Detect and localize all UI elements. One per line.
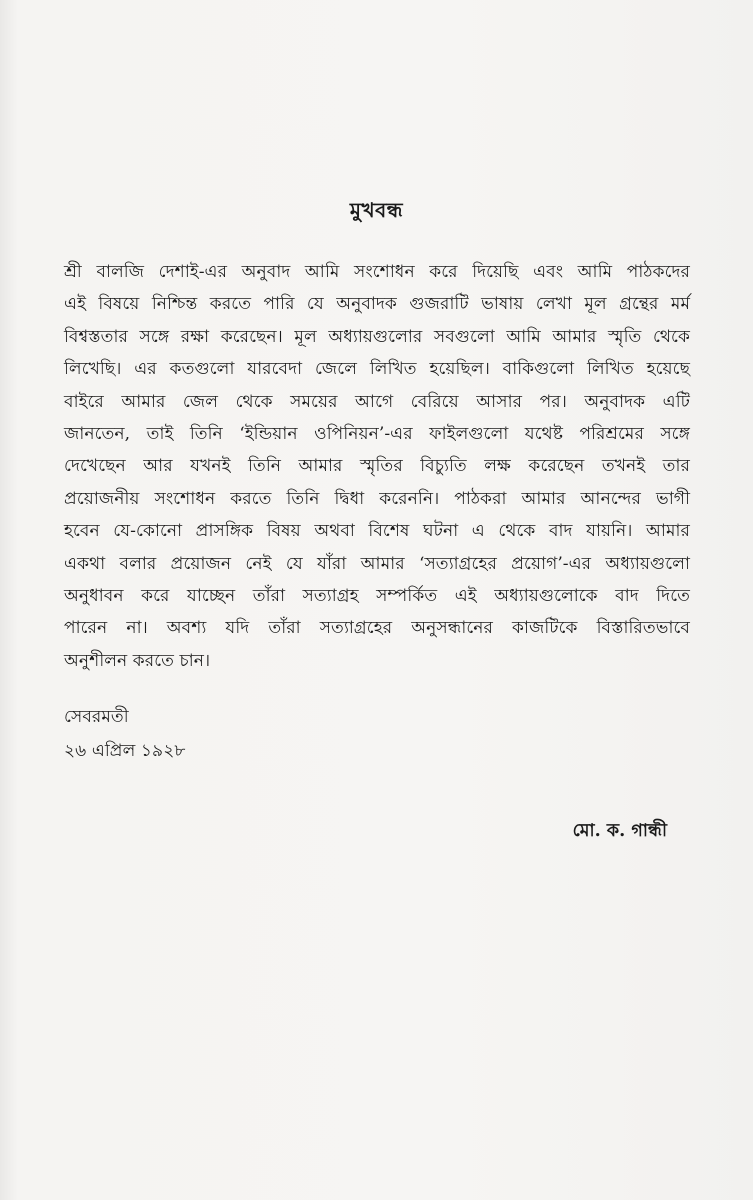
preface-paragraph [64, 256, 690, 677]
paragraph-line: অনুধাবন করে যাচ্ছেন তাঁরা সত্যাগ্রহ সম্পর্কিত এই অধ্যায়গুলোকে বাদ দিতে [64, 586, 690, 607]
paragraph-line: অনুশীলন করতে চান। [64, 650, 211, 671]
paragraph-line: দেখেছেন আর যখনই তিনি আমার স্মৃতির বিচ্যুতি লক্ষ করেছেন তখনই তার [64, 456, 690, 477]
paragraph-line: লিখেছি। এর কতগুলো যারবেদা জেলে লিখিত হয়েছিল। বাকিগুলো লিখিত হয়েছে [64, 359, 690, 380]
date-line: ২৬ এপ্রিল ১৯২৮ [64, 741, 186, 761]
paragraph-line: বিশ্বস্ততার সঙ্গে রক্ষা করেছেন। মূল অধ্যায়গুলোর সবগুলো আমি আমার স্মৃতি থেকে [64, 326, 690, 347]
paragraph-line: বাইরে আমার জেল থেকে সময়ের আগে বেরিয়ে আসার পর। অনুবাদক এটি [64, 391, 690, 412]
paragraph-line: এই বিষয়ে নিশ্চিন্ত করতে পারি যে অনুবাদক গুজরাটি ভাষায় লেখা মূল গ্রন্থের মর্ম [64, 294, 690, 315]
paragraph-line: জানতেন, তাই তিনি ‘ইন্ডিয়ান ওপিনিয়ন’-এর ফাইলগুলো যথেষ্ট পরিশ্রমের সঙ্গে [64, 424, 690, 445]
paragraph-line: প্রয়োজনীয় সংশোধন করতে তিনি দ্বিধা করেননি। পাঠকরা আমার আনন্দের ভাগী [64, 488, 690, 509]
paragraph-line: হবেন যে-কোনো প্রাসঙ্গিক বিষয় অথবা বিশেষ ঘটনা এ থেকে বাদ যায়নি। আমার [64, 521, 690, 542]
paragraph-line: শ্রী বালজি দেশাই-এর অনুবাদ আমি সংশোধন করে দিয়েছি এবং আমি পাঠকদের [64, 262, 690, 282]
paragraph-line: পারেন না। অবশ্য যদি তাঁরা সত্যাগ্রহের অনুসন্ধানের কাজটিকে বিস্তারিতভাবে [64, 618, 690, 639]
page-title: মুখবন্ধ [349, 198, 404, 222]
author-signature: মো. ক. গান্ধী [572, 820, 667, 841]
paragraph-line: একথা বলার প্রয়োজন নেই যে যাঁরা আমার ‘সত্যাগ্রহের প্রয়োগ’-এর অধ্যায়গুলো [64, 553, 690, 574]
place-line: সেবরমতী [64, 707, 129, 727]
